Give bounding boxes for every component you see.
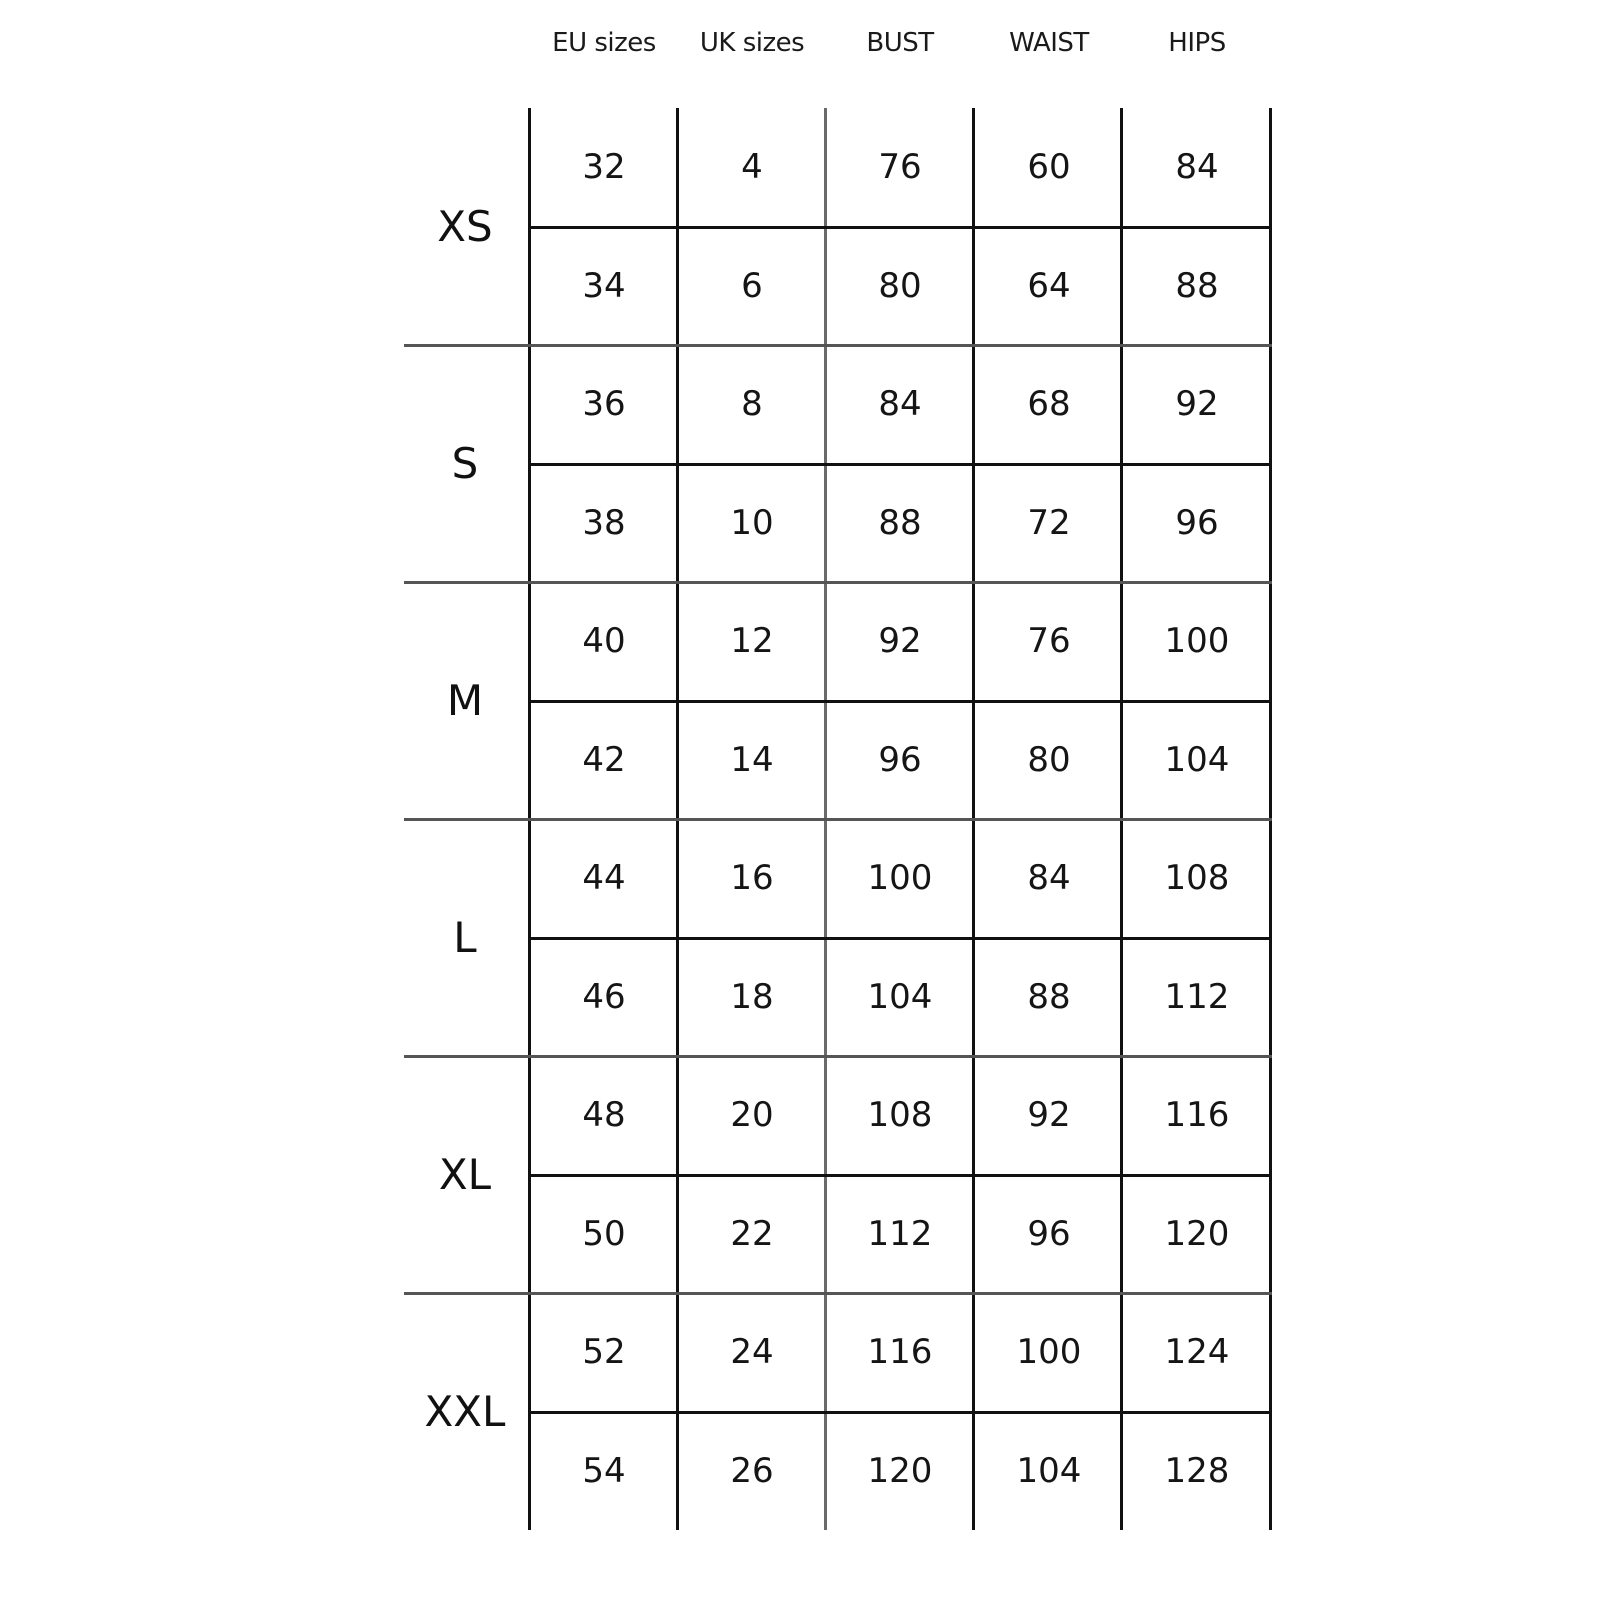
table-cell: 80 <box>1027 739 1071 780</box>
table-cell: 26 <box>730 1450 774 1491</box>
table-cell: 12 <box>730 621 774 662</box>
uk-sizes-header: UK sizes <box>699 28 805 58</box>
table-cell: 92 <box>1027 1095 1071 1136</box>
table-cell: 64 <box>1027 265 1071 306</box>
table-cell: 88 <box>878 502 922 543</box>
table-cell: 104 <box>1016 1450 1082 1491</box>
table-cell: 10 <box>730 502 774 543</box>
group-divider <box>404 1055 1272 1058</box>
waist-header: WAIST <box>1009 28 1089 58</box>
table-cell: 54 <box>582 1450 626 1491</box>
table-cell: 104 <box>867 976 933 1017</box>
table-cell: 128 <box>1164 1450 1230 1491</box>
table-cell: 76 <box>878 147 922 188</box>
table-cell: 24 <box>730 1332 774 1373</box>
hips-header: HIPS <box>1168 28 1226 58</box>
size-label-xs: XS <box>437 201 493 251</box>
row-divider <box>530 226 1272 229</box>
table-cell: 4 <box>741 147 763 188</box>
table-cell: 108 <box>1164 858 1230 899</box>
table-cell: 100 <box>1164 621 1230 662</box>
group-divider <box>404 344 1272 347</box>
table-cell: 84 <box>878 384 922 425</box>
bust-header: BUST <box>866 28 934 58</box>
table-cell: 34 <box>582 265 626 306</box>
table-cell: 96 <box>1027 1213 1071 1254</box>
row-divider <box>530 700 1272 703</box>
table-cell: 32 <box>582 147 626 188</box>
table-cell: 116 <box>867 1332 933 1373</box>
table-cell: 8 <box>741 384 763 425</box>
group-divider <box>404 1292 1272 1295</box>
table-cell: 46 <box>582 976 626 1017</box>
table-cell: 108 <box>867 1095 933 1136</box>
table-cell: 20 <box>730 1095 774 1136</box>
row-divider <box>530 463 1272 466</box>
table-cell: 84 <box>1027 858 1071 899</box>
table-cell: 22 <box>730 1213 774 1254</box>
table-cell: 42 <box>582 739 626 780</box>
size-label-l: L <box>453 912 477 962</box>
group-divider <box>404 581 1272 584</box>
row-divider <box>530 1174 1272 1177</box>
table-cell: 52 <box>582 1332 626 1373</box>
table-cell: 96 <box>1175 502 1219 543</box>
table-cell: 120 <box>1164 1213 1230 1254</box>
table-cell: 76 <box>1027 621 1071 662</box>
table-cell: 84 <box>1175 147 1219 188</box>
table-cell: 44 <box>582 858 626 899</box>
table-cell: 104 <box>1164 739 1230 780</box>
table-cell: 36 <box>582 384 626 425</box>
table-cell: 88 <box>1175 265 1219 306</box>
table-cell: 120 <box>867 1450 933 1491</box>
table-cell: 116 <box>1164 1095 1230 1136</box>
table-cell: 16 <box>730 858 774 899</box>
table-cell: 38 <box>582 502 626 543</box>
table-cell: 88 <box>1027 976 1071 1017</box>
table-cell: 112 <box>867 1213 933 1254</box>
size-label-m: M <box>446 675 484 725</box>
eu-sizes-header: EU sizes <box>552 28 656 58</box>
row-divider <box>530 1411 1272 1414</box>
table-cell: 18 <box>730 976 774 1017</box>
table-cell: 14 <box>730 739 774 780</box>
table-cell: 112 <box>1164 976 1230 1017</box>
table-cell: 50 <box>582 1213 626 1254</box>
group-divider <box>404 818 1272 821</box>
table-cell: 6 <box>741 265 763 306</box>
row-divider <box>530 937 1272 940</box>
table-cell: 80 <box>878 265 922 306</box>
table-cell: 60 <box>1027 147 1071 188</box>
table-cell: 92 <box>878 621 922 662</box>
table-cell: 48 <box>582 1095 626 1136</box>
size-label-xl: XL <box>438 1149 492 1199</box>
table-cell: 96 <box>878 739 922 780</box>
size-label-xxl: XXL <box>424 1386 506 1436</box>
table-cell: 92 <box>1175 384 1219 425</box>
table-cell: 124 <box>1164 1332 1230 1373</box>
table-cell: 68 <box>1027 384 1071 425</box>
table-cell: 100 <box>1016 1332 1082 1373</box>
size-label-s: S <box>451 438 479 488</box>
table-cell: 100 <box>867 858 933 899</box>
table-cell: 72 <box>1027 502 1071 543</box>
table-cell: 40 <box>582 621 626 662</box>
